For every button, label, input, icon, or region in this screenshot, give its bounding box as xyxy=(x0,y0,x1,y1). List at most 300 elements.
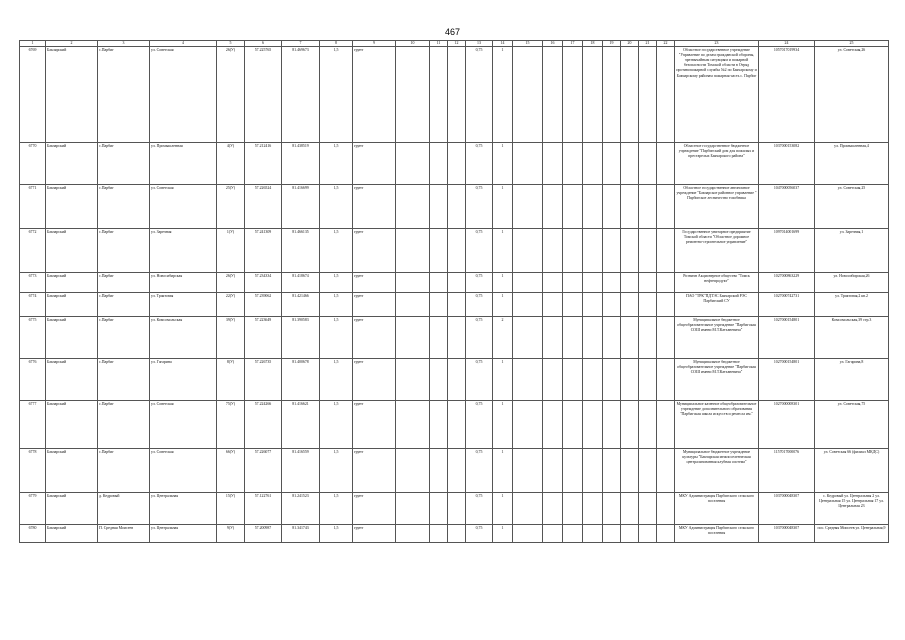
table-cell: с.Парбиг xyxy=(98,449,150,493)
table-cell: 1,5 xyxy=(320,317,353,359)
table-cell: 1097014001699 xyxy=(759,229,815,273)
table-row xyxy=(20,293,889,317)
table-cell: 0,75 xyxy=(466,401,493,449)
table-cell: д. Кедровый xyxy=(98,493,150,525)
table-cell: 1,5 xyxy=(320,449,353,493)
table-cell xyxy=(563,273,583,293)
table-cell xyxy=(583,143,603,185)
column-header: 16 xyxy=(543,41,563,47)
table-cell xyxy=(513,493,543,525)
table-cell xyxy=(563,185,583,229)
table-cell: ул. Советская 66 (филиал МКДС) xyxy=(815,449,889,493)
table-cell: с. Кедровый ул. Центральная 2 ул. Центральная 15 ул. Центральная 17 ул. Центральная 23 xyxy=(815,493,889,525)
table-cell: 6774 xyxy=(20,293,46,317)
table-cell: 6769 xyxy=(20,47,46,143)
table-cell xyxy=(430,401,448,449)
table-cell: ул. Советская,25 xyxy=(815,185,889,229)
table-cell: 75(У) xyxy=(217,401,245,449)
table-cell: грунт xyxy=(353,525,396,543)
table-row xyxy=(20,47,889,143)
table-cell: 57.200987 xyxy=(245,525,282,543)
table-cell xyxy=(639,359,657,401)
table-cell: Муниципальное бюджетное общеобразовательное учреждение "Парбигская СОШ имени М.Т.Катханевича" xyxy=(675,359,759,401)
table-cell: МКУ Администрация Парбигского сельского поселения xyxy=(675,525,759,543)
table-cell: ул. Промышленная,4 xyxy=(815,143,889,185)
table-cell: 6770 xyxy=(20,143,46,185)
table-cell: 6779 xyxy=(20,493,46,525)
table-cell: ул. Заречная,1 xyxy=(815,229,889,273)
table-cell xyxy=(621,143,639,185)
table-cell xyxy=(603,359,621,401)
table-cell: грунт xyxy=(353,317,396,359)
table-cell: Бакчарский xyxy=(46,185,98,229)
column-header: 23 xyxy=(675,41,759,47)
table-cell: ул. Центральная xyxy=(150,493,217,525)
table-cell: 0,75 xyxy=(466,525,493,543)
table-cell xyxy=(621,185,639,229)
table-cell: Областное государственное автономное учреждение "Бакчарское районное управление " Парбигское лесничество тохобника xyxy=(675,185,759,229)
table-cell: 1 xyxy=(493,143,513,185)
table-cell: 1 xyxy=(493,449,513,493)
table-cell: 81.421466 xyxy=(282,293,320,317)
table-cell xyxy=(563,449,583,493)
table-cell: грунт xyxy=(353,293,396,317)
column-header: 22 xyxy=(657,41,675,47)
table-cell: 57.212416 xyxy=(245,143,282,185)
table-cell xyxy=(583,47,603,143)
table-cell xyxy=(543,273,563,293)
table-cell xyxy=(543,185,563,229)
table-cell: 81.418674 xyxy=(282,273,320,293)
table-cell: 1 xyxy=(493,47,513,143)
table-cell xyxy=(448,449,466,493)
table-cell xyxy=(396,449,430,493)
table-cell: 1027000863229 xyxy=(759,273,815,293)
column-header: 4 xyxy=(150,41,217,47)
table-cell: Бакчарский xyxy=(46,401,98,449)
table-cell: грунт xyxy=(353,47,396,143)
table-cell: 0,75 xyxy=(466,317,493,359)
column-header: 5 xyxy=(217,41,245,47)
table-cell xyxy=(639,143,657,185)
column-header: 2 xyxy=(46,41,98,47)
table-cell xyxy=(621,47,639,143)
table-cell: Бакчарский xyxy=(46,293,98,317)
table-row xyxy=(20,401,889,449)
column-header: 9 xyxy=(353,41,396,47)
table-cell: 81.416559 xyxy=(282,449,320,493)
table-cell: 1,5 xyxy=(320,229,353,273)
table-cell xyxy=(430,143,448,185)
table-cell: с.Парбиг xyxy=(98,317,150,359)
column-header: 25 xyxy=(815,41,889,47)
table-cell: ул. Трактовая xyxy=(150,293,217,317)
table-cell: 57.234334 xyxy=(245,273,282,293)
table-cell: ул. Промышленная xyxy=(150,143,217,185)
table-cell: Муниципальное бюджетное общеобразовательное учреждение "Парбигская СОШ имени М.Т.Катханевича" xyxy=(675,317,759,359)
table-cell: 0,75 xyxy=(466,229,493,273)
table-cell: 1(У) xyxy=(217,229,245,273)
table-cell: 81.341743 xyxy=(282,525,320,543)
table-cell: грунт xyxy=(353,401,396,449)
table-cell: с.Парбиг xyxy=(98,293,150,317)
table-cell xyxy=(621,525,639,543)
table-cell xyxy=(430,493,448,525)
table-cell xyxy=(583,317,603,359)
table-cell xyxy=(639,273,657,293)
table-cell: ул. Советская xyxy=(150,449,217,493)
table-cell xyxy=(396,293,430,317)
table-cell xyxy=(396,493,430,525)
table-cell: 57.226735 xyxy=(245,359,282,401)
table-cell xyxy=(639,229,657,273)
table-cell: 26(У) xyxy=(217,47,245,143)
table-cell: 1,5 xyxy=(320,359,353,401)
table-cell: 57.224266 xyxy=(245,401,282,449)
table-cell xyxy=(448,185,466,229)
table-cell: ул. Трактовая,2 кв.2 xyxy=(815,293,889,317)
table-cell xyxy=(657,493,675,525)
table-cell: Бакчарский xyxy=(46,317,98,359)
table-cell: 1,5 xyxy=(320,143,353,185)
table-cell xyxy=(583,273,603,293)
table-cell xyxy=(621,293,639,317)
table-cell: 57.239062 xyxy=(245,293,282,317)
table-cell: П. Средняя Моисеев xyxy=(98,525,150,543)
table-cell xyxy=(543,293,563,317)
table-row xyxy=(20,273,889,293)
table-cell: Бакчарский xyxy=(46,493,98,525)
table-row xyxy=(20,229,889,273)
table-cell: пос. Средняя Моисеев ул. Центральная,9 xyxy=(815,525,889,543)
table-cell xyxy=(396,143,430,185)
table-cell xyxy=(448,229,466,273)
table-cell xyxy=(657,401,675,449)
table-cell xyxy=(430,185,448,229)
table-cell: Муниципальное казенное общеобразовательное учреждение дополнительного образования "Парбигская школа искусств и ремесла им." xyxy=(675,401,759,449)
table-cell: ул. Советская,75 xyxy=(815,401,889,449)
table-cell xyxy=(513,317,543,359)
table-cell: 1 xyxy=(493,229,513,273)
table-cell: 15(У) xyxy=(217,493,245,525)
table-cell: 0,75 xyxy=(466,273,493,293)
table-cell: 1037000048307 xyxy=(759,525,815,543)
table-cell: 57.122761 xyxy=(245,493,282,525)
table-cell xyxy=(639,449,657,493)
table-cell xyxy=(657,47,675,143)
table-cell: 4(У) xyxy=(217,143,245,185)
table-cell xyxy=(657,293,675,317)
table-cell: 57.223649 xyxy=(245,317,282,359)
column-header: 8 xyxy=(320,41,353,47)
column-header: 1 xyxy=(20,41,46,47)
table-cell: 1,5 xyxy=(320,185,353,229)
table-cell xyxy=(448,143,466,185)
table-cell: грунт xyxy=(353,449,396,493)
column-header: 3 xyxy=(98,41,150,47)
table-cell xyxy=(396,317,430,359)
table-cell: Бакчарский xyxy=(46,229,98,273)
table-cell xyxy=(543,317,563,359)
table-cell xyxy=(603,293,621,317)
table-cell xyxy=(448,525,466,543)
table-cell: Розничн Акционерное общество "Томск нефтепродукт" xyxy=(675,273,759,293)
table-cell: ул. Гагарина xyxy=(150,359,217,401)
table-cell: грунт xyxy=(353,493,396,525)
table-cell xyxy=(396,525,430,543)
table-cell xyxy=(621,449,639,493)
table-cell: 57.241309 xyxy=(245,229,282,273)
table-cell xyxy=(603,525,621,543)
column-header: 7 xyxy=(282,41,320,47)
column-header: 21 xyxy=(639,41,657,47)
table-cell xyxy=(448,359,466,401)
table-cell: Баклярский xyxy=(46,47,98,143)
table-cell: с.Парбиг xyxy=(98,47,150,143)
table-cell: 0,75 xyxy=(466,493,493,525)
table-cell: с.Парбиг xyxy=(98,185,150,229)
table-cell: 25(У) xyxy=(217,185,245,229)
table-cell: 6778 xyxy=(20,449,46,493)
table-cell xyxy=(583,293,603,317)
table-cell: 66(У) xyxy=(217,449,245,493)
table-cell: 0,75 xyxy=(466,47,493,143)
table-cell: 1,5 xyxy=(320,401,353,449)
table-cell xyxy=(657,525,675,543)
table-cell xyxy=(583,449,603,493)
table-cell: 6771 xyxy=(20,185,46,229)
table-cell xyxy=(603,401,621,449)
table-cell: 1 xyxy=(493,359,513,401)
table-cell: 39(У) xyxy=(217,317,245,359)
table-cell: 1,5 xyxy=(320,273,353,293)
table-cell: 1 xyxy=(493,493,513,525)
table-cell xyxy=(513,359,543,401)
table-cell: ул. Новосибирская,26 xyxy=(815,273,889,293)
table-cell: 0,75 xyxy=(466,293,493,317)
table-cell xyxy=(543,401,563,449)
table-cell: с.Парбиг xyxy=(98,143,150,185)
table-cell: с.Парбиг xyxy=(98,229,150,273)
table-cell: грунт xyxy=(353,185,396,229)
table-cell xyxy=(543,359,563,401)
table-cell: 1157017000076 xyxy=(759,449,815,493)
table-cell: 6776 xyxy=(20,359,46,401)
table-cell: 6777 xyxy=(20,401,46,449)
table-cell: Бакчарский xyxy=(46,273,98,293)
table-cell xyxy=(621,493,639,525)
table-cell: Бакчарский xyxy=(46,359,98,401)
table-cell xyxy=(563,359,583,401)
table-cell: 26(У) xyxy=(217,273,245,293)
table-cell xyxy=(448,493,466,525)
table-cell: 1 xyxy=(493,525,513,543)
table-cell: 0,75 xyxy=(466,359,493,401)
table-row xyxy=(20,525,889,543)
table-cell xyxy=(430,229,448,273)
table-cell: ул. Советская,26 xyxy=(815,47,889,143)
table-cell xyxy=(603,493,621,525)
table-cell: 1,5 xyxy=(320,293,353,317)
table-cell xyxy=(543,229,563,273)
table-cell xyxy=(430,47,448,143)
column-header: 15 xyxy=(513,41,543,47)
table-cell xyxy=(513,449,543,493)
table-row xyxy=(20,359,889,401)
table-cell: грунт xyxy=(353,143,396,185)
table-cell: 81.416699 xyxy=(282,185,320,229)
table-cell: Областное государственное учреждение "Управление по делам гражданской обороны, чрезвычайным ситуациям и пожарной безопасности Томской области в Отряд противопожарной службы №2 по Бакчарскому и Бакчарскому районам пожарная часть с. Парбиг xyxy=(675,47,759,143)
table-cell xyxy=(430,359,448,401)
table-cell: Муниципальное бюджетное учреждение культуры "Бакчарская межпоселенческая централизованная клубная система" xyxy=(675,449,759,493)
table-cell xyxy=(513,525,543,543)
table-cell: ул. Комсомольская xyxy=(150,317,217,359)
table-cell: с.Парбиг xyxy=(98,273,150,293)
table-cell: ул. Новосибирская xyxy=(150,273,217,293)
table-cell xyxy=(603,317,621,359)
table-cell: 1 xyxy=(493,273,513,293)
table-cell xyxy=(396,185,430,229)
table-cell xyxy=(639,525,657,543)
table-cell: Бакчарский xyxy=(46,143,98,185)
register-table xyxy=(19,40,889,543)
table-row xyxy=(20,185,889,229)
table-cell: 1027000742731 xyxy=(759,293,815,317)
table-cell xyxy=(430,449,448,493)
table-cell: 0,75 xyxy=(466,185,493,229)
table-cell xyxy=(657,229,675,273)
table-cell xyxy=(513,401,543,449)
table-row xyxy=(20,143,889,185)
table-cell xyxy=(513,273,543,293)
table-cell xyxy=(583,493,603,525)
table-cell: 2 xyxy=(493,317,513,359)
table-cell xyxy=(603,143,621,185)
table-cell: 6775 xyxy=(20,317,46,359)
table-cell xyxy=(621,317,639,359)
column-header: 17 xyxy=(563,41,583,47)
table-cell: 81.416621 xyxy=(282,401,320,449)
column-header: 24 xyxy=(759,41,815,47)
table-cell xyxy=(639,185,657,229)
table-cell xyxy=(657,317,675,359)
table-cell xyxy=(603,449,621,493)
table-row xyxy=(20,493,889,525)
table-cell xyxy=(543,525,563,543)
table-cell: 1 xyxy=(493,293,513,317)
table-cell xyxy=(563,317,583,359)
table-cell: ул. Центральная xyxy=(150,525,217,543)
table-cell xyxy=(639,493,657,525)
table-row xyxy=(20,317,889,359)
table-cell xyxy=(563,143,583,185)
table-cell: Бакчарский xyxy=(46,449,98,493)
table-cell: ул. Заречная xyxy=(150,229,217,273)
table-cell xyxy=(448,293,466,317)
register-body xyxy=(20,47,889,543)
table-cell xyxy=(396,273,430,293)
table-cell: 8(У) xyxy=(217,359,245,401)
table-cell: 1037000048307 xyxy=(759,493,815,525)
table-cell xyxy=(448,273,466,293)
table-cell: 81.469673 xyxy=(282,47,320,143)
table-cell xyxy=(639,293,657,317)
table-cell xyxy=(513,47,543,143)
table-cell xyxy=(448,401,466,449)
table-cell: ул. Советская xyxy=(150,401,217,449)
table-cell: 1047000056037 xyxy=(759,185,815,229)
table-cell: грунт xyxy=(353,273,396,293)
table-cell xyxy=(621,229,639,273)
table-cell: ул. Советская xyxy=(150,47,217,143)
table-cell xyxy=(513,293,543,317)
table-cell xyxy=(657,273,675,293)
table-cell xyxy=(563,293,583,317)
table-cell: 1,5 xyxy=(320,525,353,543)
table-cell: 81.241523 xyxy=(282,493,320,525)
table-cell xyxy=(448,317,466,359)
table-cell: 81.400678 xyxy=(282,359,320,401)
table-cell xyxy=(639,401,657,449)
table-cell: 1,5 xyxy=(320,493,353,525)
table-cell: Государственное унитарное предприятие Томской области "Областное дорожное ремонтно-строительное управление" xyxy=(675,229,759,273)
column-header: 10 xyxy=(396,41,430,47)
table-cell xyxy=(583,401,603,449)
table-cell: 6772 xyxy=(20,229,46,273)
table-cell: 1027000008301 xyxy=(759,401,815,449)
table-cell: ул. Советская xyxy=(150,185,217,229)
table-cell xyxy=(563,493,583,525)
table-cell xyxy=(583,229,603,273)
table-cell xyxy=(563,401,583,449)
table-cell: 22(У) xyxy=(217,293,245,317)
table-cell xyxy=(621,273,639,293)
column-header: 13 xyxy=(466,41,493,47)
table-cell xyxy=(543,493,563,525)
table-cell xyxy=(639,317,657,359)
table-cell: 81.390583 xyxy=(282,317,320,359)
table-cell xyxy=(621,401,639,449)
table-cell xyxy=(583,185,603,229)
table-cell xyxy=(657,449,675,493)
table-cell xyxy=(621,359,639,401)
table-cell xyxy=(513,229,543,273)
table-cell: 0,75 xyxy=(466,449,493,493)
table-cell xyxy=(583,525,603,543)
table-cell: 57.226077 xyxy=(245,449,282,493)
table-cell xyxy=(430,273,448,293)
table-row xyxy=(20,449,889,493)
page-number: 467 xyxy=(444,27,461,37)
table-cell: 81.438519 xyxy=(282,143,320,185)
table-cell: 1027000154801 xyxy=(759,359,815,401)
table-cell xyxy=(583,359,603,401)
table-cell xyxy=(603,229,621,273)
table-cell: 0,75 xyxy=(466,143,493,185)
table-cell xyxy=(543,449,563,493)
column-header: 14 xyxy=(493,41,513,47)
table-cell xyxy=(430,525,448,543)
table-cell: 6773 xyxy=(20,273,46,293)
table-cell: Комсомольская,39 стр.3 xyxy=(815,317,889,359)
table-cell xyxy=(396,401,430,449)
table-cell: 81.466135 xyxy=(282,229,320,273)
table-cell: с.Парбиг xyxy=(98,401,150,449)
table-cell: грунт xyxy=(353,229,396,273)
table-cell xyxy=(603,47,621,143)
table-cell: с.Парбиг xyxy=(98,359,150,401)
table-cell xyxy=(396,47,430,143)
